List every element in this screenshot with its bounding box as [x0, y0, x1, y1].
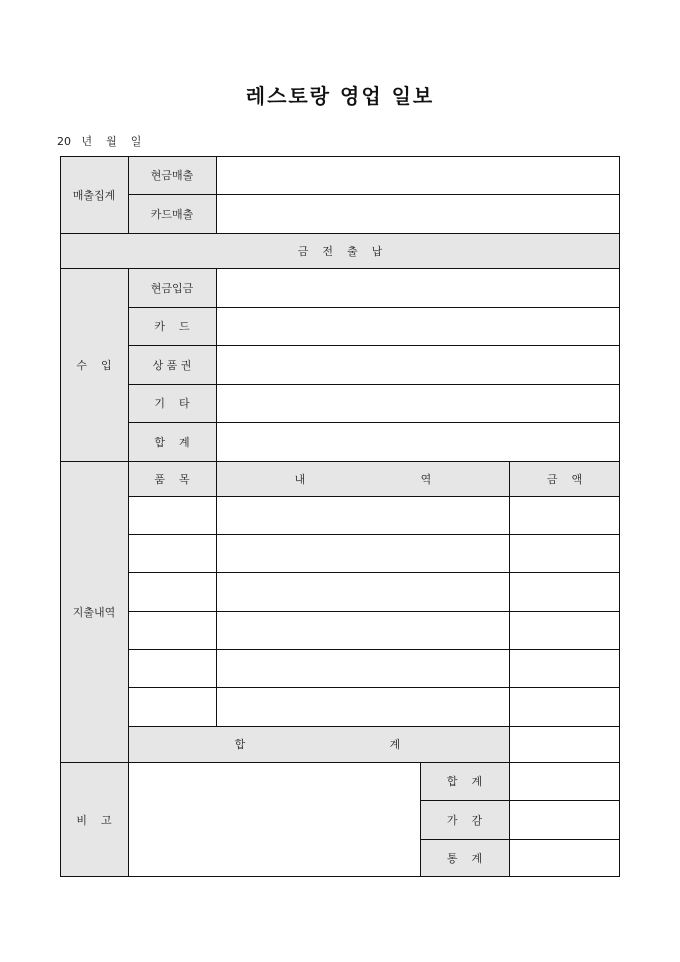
remarks-stats-value[interactable] — [509, 839, 620, 877]
expenses-total-row — [128, 726, 509, 762]
divider — [420, 800, 620, 801]
divider — [128, 194, 620, 195]
income-other-label: 기 타 — [128, 384, 216, 422]
expenses-label: 지출내역 — [60, 461, 128, 762]
expense-row[interactable] — [128, 687, 620, 726]
divider — [128, 534, 620, 535]
card-sales-label: 카드매출 — [128, 194, 216, 233]
income-voucher-label: 상 품 권 — [128, 345, 216, 384]
divider — [509, 762, 510, 877]
income-cash-label: 현금입금 — [128, 268, 216, 307]
divider — [128, 649, 620, 650]
income-label: 수 입 — [60, 268, 128, 461]
col-item-header: 품 목 — [154, 472, 190, 486]
divider — [60, 762, 620, 763]
expenses-total-left: 합 — [234, 738, 246, 751]
divider — [128, 461, 129, 762]
divider — [60, 233, 620, 234]
divider — [216, 268, 217, 461]
divider — [60, 268, 620, 269]
table-border-right — [619, 156, 620, 877]
income-card-value[interactable] — [216, 307, 620, 345]
remarks-total-value[interactable] — [509, 762, 620, 800]
sales-summary-label: 매출집계 — [60, 156, 128, 233]
income-total-label: 합 계 — [128, 422, 216, 461]
card-sales-value[interactable] — [216, 194, 620, 233]
remarks-area[interactable] — [128, 762, 420, 877]
expense-row[interactable] — [128, 534, 620, 572]
divider — [128, 384, 620, 385]
divider — [128, 572, 620, 573]
divider — [128, 345, 620, 346]
divider — [128, 307, 620, 308]
divider — [420, 762, 421, 877]
income-other-value[interactable] — [216, 384, 620, 422]
income-card-label: 카 드 — [128, 307, 216, 345]
col-detail-header-right: 역 — [420, 472, 432, 486]
table-border-top — [60, 156, 620, 157]
divider — [128, 762, 129, 877]
divider — [128, 687, 620, 688]
remarks-adjust-label: 가 감 — [420, 800, 509, 839]
remarks-label: 비 고 — [60, 762, 128, 877]
remarks-stats-label: 통 계 — [420, 839, 509, 877]
cash-flow-header: 금 전 출 납 — [60, 233, 620, 268]
divider — [128, 611, 620, 612]
table-border-left — [60, 156, 61, 877]
cash-sales-label: 현금매출 — [128, 156, 216, 194]
income-cash-value[interactable] — [216, 268, 620, 307]
col-amount-header: 금 액 — [546, 472, 583, 486]
divider — [128, 726, 620, 727]
expense-row[interactable] — [128, 572, 620, 611]
income-voucher-value[interactable] — [216, 345, 620, 384]
expense-row[interactable] — [128, 649, 620, 687]
expense-row[interactable] — [128, 611, 620, 649]
col-detail-header-left: 내 — [294, 472, 306, 486]
divider — [128, 156, 129, 233]
divider — [509, 461, 510, 762]
divider — [128, 268, 129, 461]
remarks-adjust-value[interactable] — [509, 800, 620, 839]
document-title: 레스토랑 영업 일보 — [245, 84, 435, 108]
remarks-total-label: 합 계 — [420, 762, 509, 800]
divider — [216, 461, 217, 726]
expense-row[interactable] — [128, 496, 620, 534]
table-border-bottom — [60, 876, 620, 877]
divider — [128, 422, 620, 423]
expenses-total-value[interactable] — [509, 726, 620, 762]
divider — [216, 156, 217, 233]
divider — [420, 839, 620, 840]
date-line: 20 년 월 일 — [57, 135, 142, 148]
cash-sales-value[interactable] — [216, 156, 620, 194]
divider — [128, 496, 620, 497]
divider — [60, 461, 620, 462]
income-total-value[interactable] — [216, 422, 620, 461]
expenses-total-right: 계 — [389, 738, 401, 751]
